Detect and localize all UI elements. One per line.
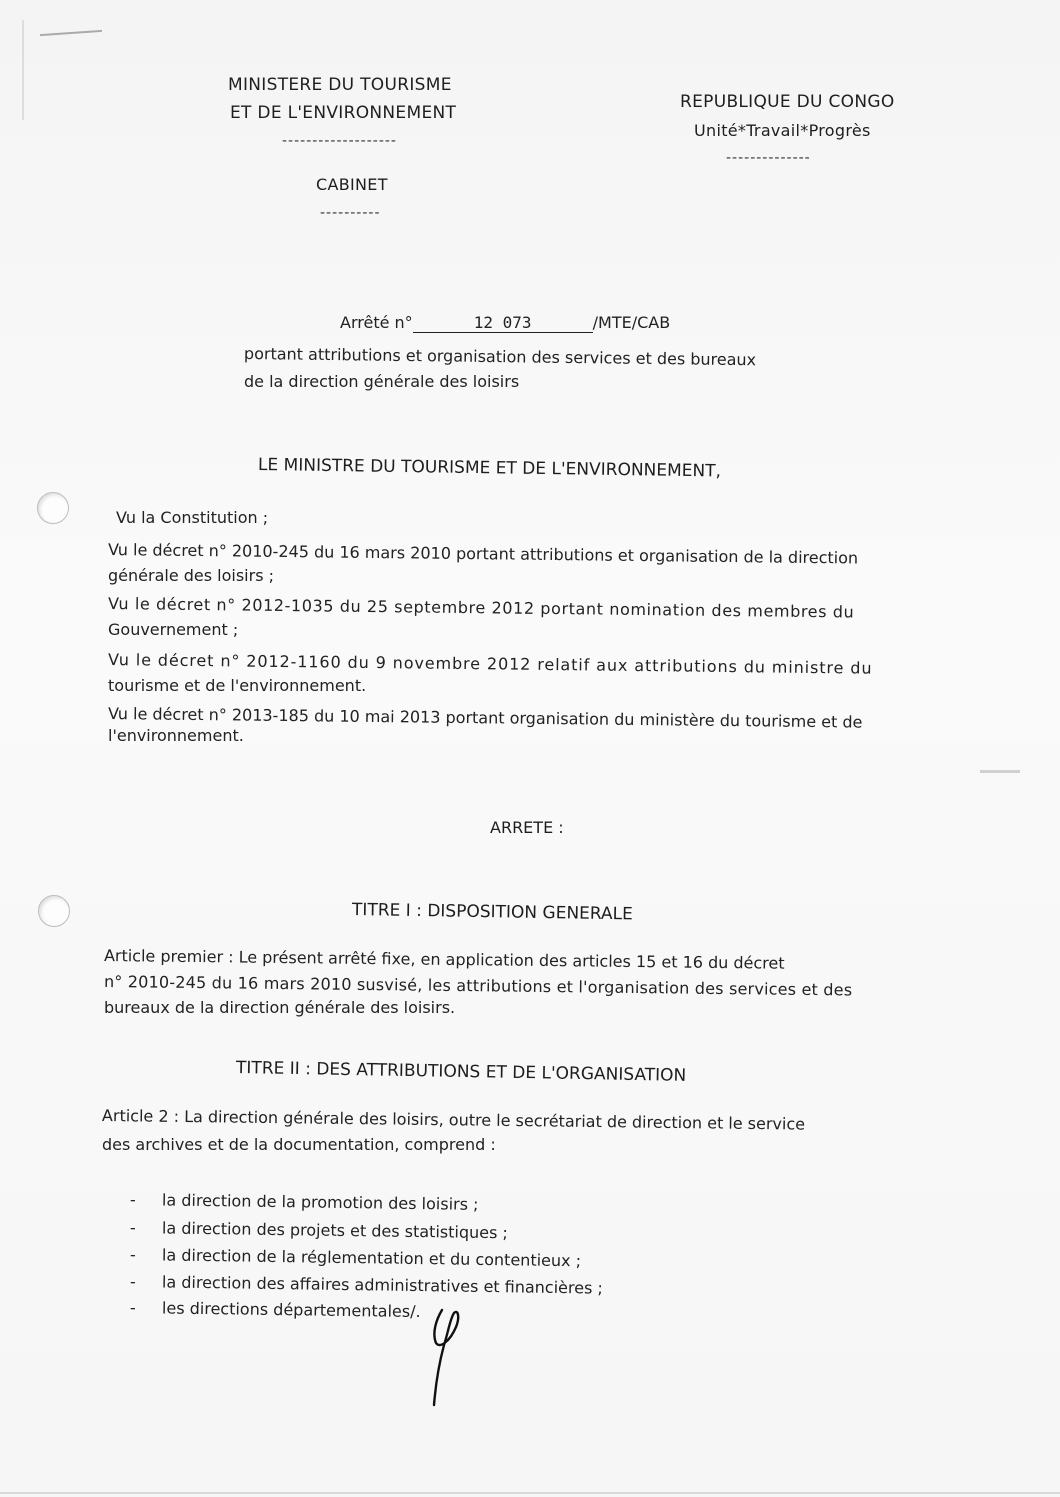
- scan-artifact: [40, 30, 102, 36]
- list-item-text: la direction de la promotion des loisirs ;: [161, 1190, 479, 1214]
- titre1-heading: TITRE I : DISPOSITION GENERALE: [351, 900, 633, 925]
- minister-heading: LE MINISTRE DU TOURISME ET DE L'ENVIRONNEMENT,: [257, 455, 722, 482]
- bullet: -: [129, 1298, 136, 1318]
- country-name: REPUBLIQUE DU CONGO: [680, 92, 895, 112]
- header-left-separator: -------------------: [282, 133, 397, 149]
- consideration-5-line2: l'environnement.: [108, 726, 244, 745]
- consideration-3-line1: Vu le décret n° 2012-1035 du 25 septembre 2012 portant nomination des membres du: [107, 594, 855, 622]
- list-item-5: [130, 1298, 421, 1321]
- consideration-4-line1: Vu le décret n° 2012-1160 du 9 novembre 2012 relatif aux attributions du ministre du: [107, 650, 873, 678]
- article-premier-line1: Article premier : Le présent arrêté fixe, en application des articles 15 et 16 du décret: [103, 946, 785, 973]
- bullet: -: [129, 1218, 136, 1238]
- arrete-heading: ARRETE :: [490, 818, 564, 837]
- list-item-3: [130, 1245, 581, 1270]
- scan-artifact: [0, 1492, 1060, 1494]
- titre2-heading: TITRE II : DES ATTRIBUTIONS ET DE L'ORGANISATION: [235, 1058, 687, 1086]
- list-item-text: la direction des projets et des statistiques ;: [161, 1218, 508, 1243]
- list-item-2: [130, 1218, 508, 1242]
- cabinet-label: CABINET: [316, 175, 388, 194]
- cabinet-separator: ----------: [320, 205, 381, 221]
- list-item-4: [130, 1272, 603, 1298]
- list-item-1: [130, 1190, 479, 1214]
- consideration-4-line2: tourisme et de l'environnement.: [108, 676, 367, 695]
- decree-suffix: /MTE/CAB: [592, 313, 671, 332]
- consideration-1: Vu la Constitution ;: [116, 508, 269, 527]
- list-item-text: les directions départementales/.: [161, 1298, 421, 1322]
- scan-artifact: [22, 20, 24, 120]
- punch-hole-bottom: [38, 895, 70, 927]
- decree-prefix: Arrêté n°: [340, 313, 413, 332]
- decree-number: 12 073: [413, 313, 593, 333]
- article-premier-line3: bureaux de la direction générale des loisirs.: [104, 998, 456, 1017]
- ministry-line1: MINISTERE DU TOURISME: [228, 75, 452, 95]
- consideration-2-line1: Vu le décret n° 2010-245 du 16 mars 2010 portant attributions et organisation de la direction: [107, 540, 859, 568]
- article2-line1: Article 2 : La direction générale des loisirs, outre le secrétariat de direction et le service: [101, 1106, 806, 1134]
- list-item-text: la direction des affaires administratives et financières ;: [161, 1272, 603, 1298]
- bullet: -: [129, 1272, 136, 1292]
- header-right-separator: --------------: [726, 150, 811, 166]
- decree-subject-line1: portant attributions et organisation des services et des bureaux: [243, 344, 757, 370]
- ministry-line2: ET DE L'ENVIRONNEMENT: [230, 103, 457, 123]
- punch-hole-top: [37, 492, 69, 524]
- bullet: -: [129, 1190, 136, 1210]
- bullet: -: [129, 1245, 136, 1265]
- national-motto: Unité*Travail*Progrès: [694, 121, 871, 140]
- decree-number-line: [340, 313, 670, 333]
- article2-line2: des archives et de la documentation, comprend :: [102, 1135, 496, 1154]
- handwritten-initial-mark: [420, 1305, 480, 1415]
- article-premier-line2: n° 2010-245 du 16 mars 2010 susvisé, les attributions et l'organisation des services et des: [103, 972, 853, 1000]
- scan-artifact: [980, 770, 1020, 773]
- list-item-text: la direction de la réglementation et du contentieux ;: [161, 1245, 582, 1271]
- consideration-3-line2: Gouvernement ;: [108, 620, 239, 639]
- consideration-5-line1: Vu le décret n° 2013-185 du 10 mai 2013 portant organisation du ministère du tourisme et de: [107, 704, 863, 732]
- decree-subject-line2: de la direction générale des loisirs: [244, 372, 520, 391]
- consideration-2-line2: générale des loisirs ;: [108, 566, 275, 585]
